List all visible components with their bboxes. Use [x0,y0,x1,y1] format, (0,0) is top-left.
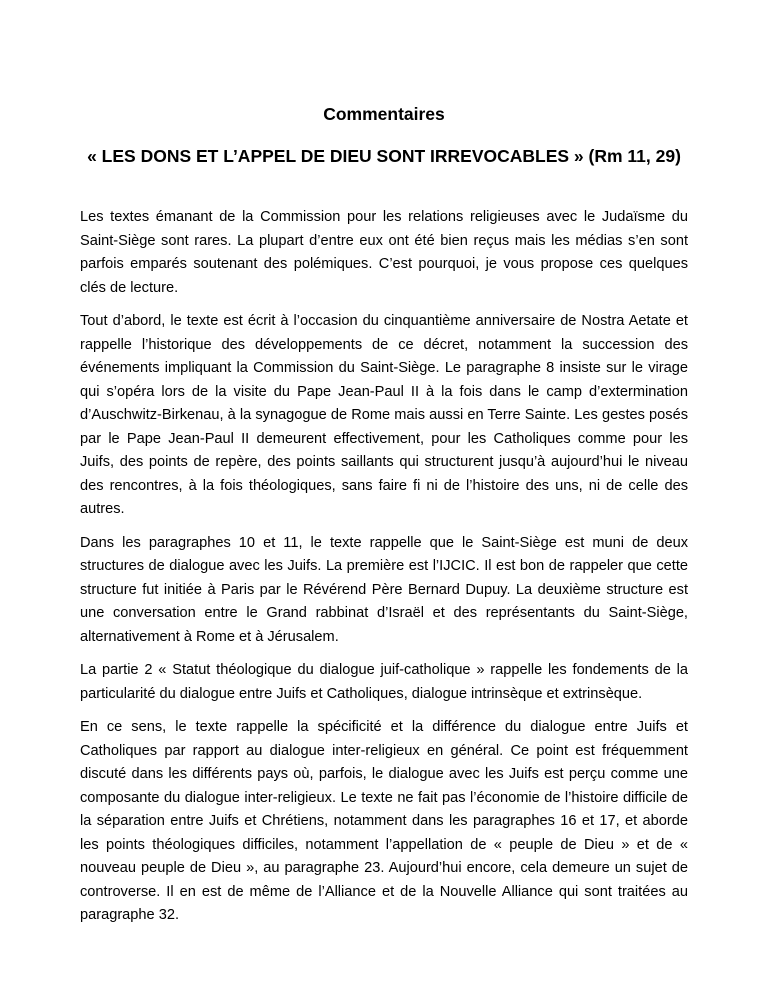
paragraph-specificity: En ce sens, le texte rappelle la spécificité et la différence du dialogue entre Juifs et Catholiques par rapport au dialogue inter-religieux en général. Ce point est fréquemment discuté dans les différents pays où, parfois, le dialogue avec les Juifs est perçu comme une composante du dialogue inter-religieux. Le texte ne fait pas l’économie de l’histoire difficile de la séparation entre Juifs et Chrétiens, notamment dans les paragraphes 16 et 17, et aborde les points théologiques difficiles, notamment l’appellation de « peuple de Dieu » et de « nouveau peuple de Dieu », au paragraphe 23. Aujourd’hui encore, cela demeure un sujet de controverse. Il en est de même de l’Alliance et de la Nouvelle Alliance qui sont traitées au paragraphe 32. [80,719,688,923]
document-title: Commentaires [323,104,445,124]
paragraph-theological-status: La partie 2 « Statut théologique du dialogue juif-catholique » rappelle les fondements de la particularité du dialogue entre Juifs et Catholiques, dialogue intrinsèque et extrinsèque. [80,662,688,702]
document-subtitle: « LES DONS ET L’APPEL DE DIEU SONT IRREVOCABLES » (Rm 11, 29) [87,146,681,166]
paragraph-dialogue-structures: Dans les paragraphes 10 et 11, le texte rappelle que le Saint-Siège est muni de deux structures de dialogue avec les Juifs. La première est l’IJCIC. Il est bon de rappeler que cette structure fut initiée à Paris par le Révérend Père Bernard Dupuy. La deuxième structure est une conversation entre le Grand rabbinat d’Israël et des représentants du Saint-Siège, alternativement à Rome et à Jérusalem. [80,534,688,645]
paragraph-intro: Les textes émanant de la Commission pour les relations religieuses avec le Judaïsme du Saint-Siège sont rares. La plupart d’entre eux ont été bien reçus mais les médias s’en sont parfois emparés soutenant des polémiques. C’est pourquoi, je vous propose ces quelques clés de lecture. [80,209,688,296]
paragraph-nostra-aetate: Tout d’abord, le texte est écrit à l’occasion du cinquantième anniversaire de Nostra Aetate et rappelle l’historique des développements de ce décret, notamment la succession des événements impliquant la Commission du Saint-Siège. Le paragraphe 8 insiste sur le virage qui s’opéra lors de la visite du Pape Jean-Paul II à la fois dans le camp d’extermination d’Auschwitz-Birkenau, à la synagogue de Rome mais aussi en Terre Sainte. Les gestes posés par le Pape Jean-Paul II demeurent effectivement, pour les Catholiques comme pour les Juifs, des points de repère, des points saillants qui structurent jusqu’à aujourd’hui le niveau des rencontres, à la fois théologiques, sans faire fi ni de l’histoire des uns, ni de celle des autres. [80,313,688,517]
